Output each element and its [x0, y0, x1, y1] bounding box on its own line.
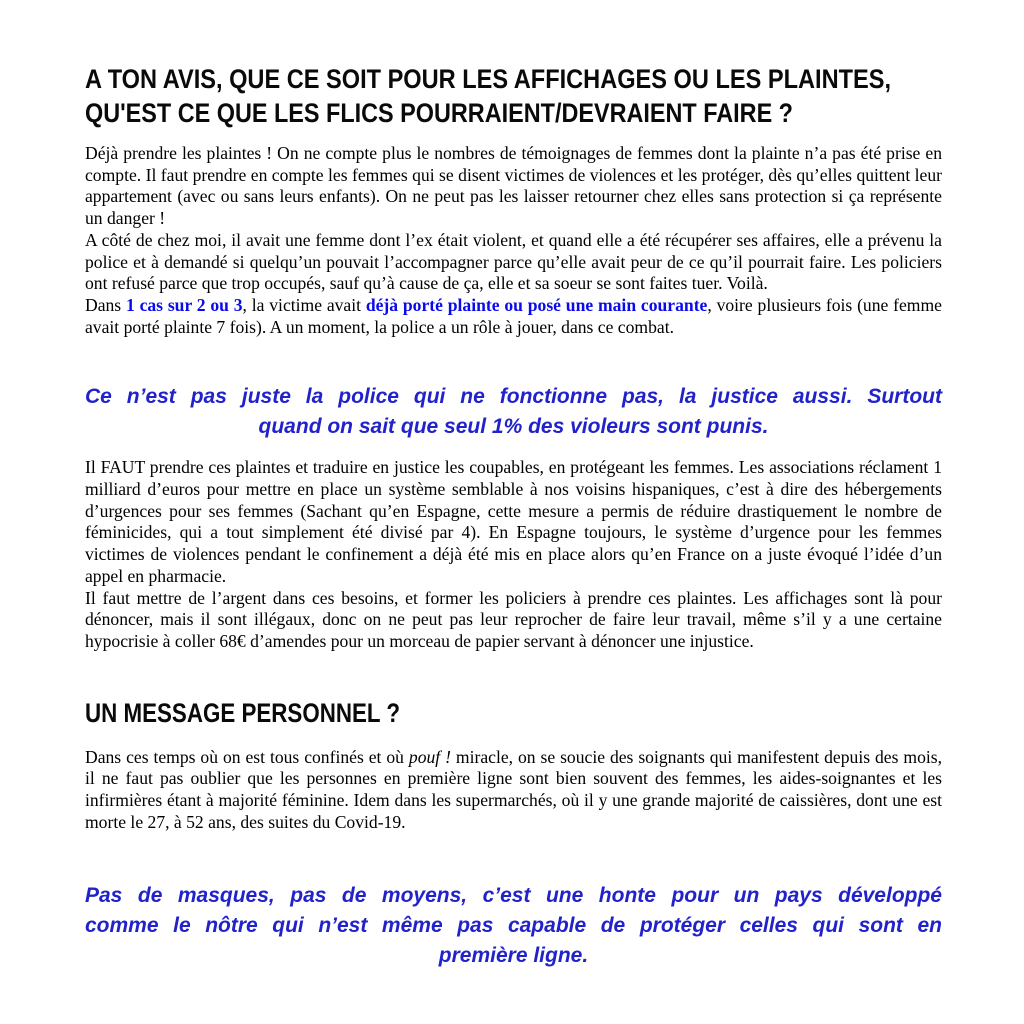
- paragraph-affichages: Il faut mettre de l’argent dans ces besoins, et former les policiers à prendre ces plaintes. Les affichages sont là pour dénoncer, mais il sont illégaux, donc on ne peut pas leur reprocher de faire leur travail, même s’il y a une certaine hypocrisie à coller 68€ d’amendes pour un morceau de papier servant à dénoncer une injustice.: [85, 587, 942, 651]
- text-segment: , la victime avait: [242, 294, 366, 315]
- pull-quote-line: Pas de masques, pas de moyens, c’est une honte pour un pays développé: [85, 884, 942, 908]
- heading-line-1: [85, 62, 942, 96]
- paragraph-statistique: [85, 295, 942, 338]
- heading-message-text: UN MESSAGE PERSONNEL ?: [85, 697, 400, 728]
- highlight-1-cas-sur-2-ou-3: 1 cas sur 2 ou 3: [125, 294, 243, 315]
- pull-quote-line: première ligne.: [438, 944, 589, 968]
- answer-block-message: [85, 747, 942, 834]
- pull-quote-line: Ce n’est pas juste la police qui ne fonctionne pas, la justice aussi. Surtout: [85, 385, 942, 409]
- text-segment: Dans ces temps où on est tous confinés et où: [85, 746, 409, 767]
- paragraph-plaintes: Déjà prendre les plaintes ! On ne compte plus le nombres de témoignages de femmes dont la plainte n’a pas été prise en compte. Il faut prendre en compte les femmes qui se disent victimes de violences et les protéger, dès qu’elles quittent leur appartement (avec ou sans leurs enfants). On ne peut pas les laisser retourner chez elles sans protection si ça représente un danger !: [85, 143, 942, 229]
- pull-quote-line: comme le nôtre qui n’est même pas capable de protéger celles qui sont en: [85, 914, 942, 938]
- heading-line-2: [85, 96, 942, 130]
- answer-block-police: [85, 143, 942, 338]
- text-segment: miracle, on se soucie des soignants qui manifestent depuis des mois, il ne faut pas oublier que les personnes en première ligne sont bien souvent des femmes, les aides-soignantes et les infirmières étant à majorité féminine. Idem dans les supermarchés, où il y une grande majorité de caissières, dont une est morte le 27, à 52 ans, des suites du Covid-19.: [85, 746, 942, 832]
- paragraph-soignantes: [85, 747, 942, 834]
- question-heading-police: [85, 62, 942, 130]
- italic-pouf: pouf !: [408, 746, 451, 767]
- pull-quote-line: quand on sait que seul 1% des violeurs sont punis.: [258, 415, 769, 439]
- heading-line-1-text: A TON AVIS, QUE CE SOIT POUR LES AFFICHAGES OU LES PLAINTES,: [85, 64, 891, 94]
- paragraph-associations: Il FAUT prendre ces plaintes et traduire en justice les coupables, en protégeant les femmes. Les associations réclament 1 milliard d’euros pour mettre en place un système semblable à nos voisins hispaniques, c’est à dire des hébergements d’urgences pour ses femmes (Sachant qu’en Espagne, cette mesure a permis de réduire drastiquement le nombre de féminicides, qui a tout simplement été divisé par 4). En Espagne toujours, le système d’urgence pour les femmes victimes de violences pendant le confinement a déjà été mis en place alors qu’en France on a juste évoqué l’idée d’un appel en pharmacie.: [85, 457, 942, 586]
- pull-quote-masques: [85, 881, 942, 971]
- question-heading-message-personnel: [85, 696, 942, 730]
- heading-line-2-text: QU'EST CE QUE LES FLICS POURRAIENT/DEVRAIENT FAIRE ?: [85, 98, 793, 128]
- pull-quote-justice: [85, 382, 942, 442]
- heading-line-message: [85, 696, 942, 730]
- text-segment: , voire plusieurs fois (une femme avait porté plainte 7 fois). A un moment, la police a un rôle à jouer, dans ce combat.: [85, 294, 942, 337]
- paragraph-temoignage: A côté de chez moi, il avait une femme dont l’ex était violent, et quand elle a été récupérer ses affaires, elle a prévenu la police et à demandé si quelqu’un pouvait l’accompagner parce qu’elle avait peur de ce qu’il pourrait faire. Les policiers ont refusé parce que trop occupés, sauf qu’à cause de ça, elle et sa soeur se sont faites tuer. Voilà.: [85, 229, 942, 294]
- answer-block-justice: [85, 457, 942, 652]
- text-segment: Dans: [85, 294, 126, 315]
- highlight-deja-porte-plainte: déjà porté plainte ou posé une main courante: [365, 294, 708, 315]
